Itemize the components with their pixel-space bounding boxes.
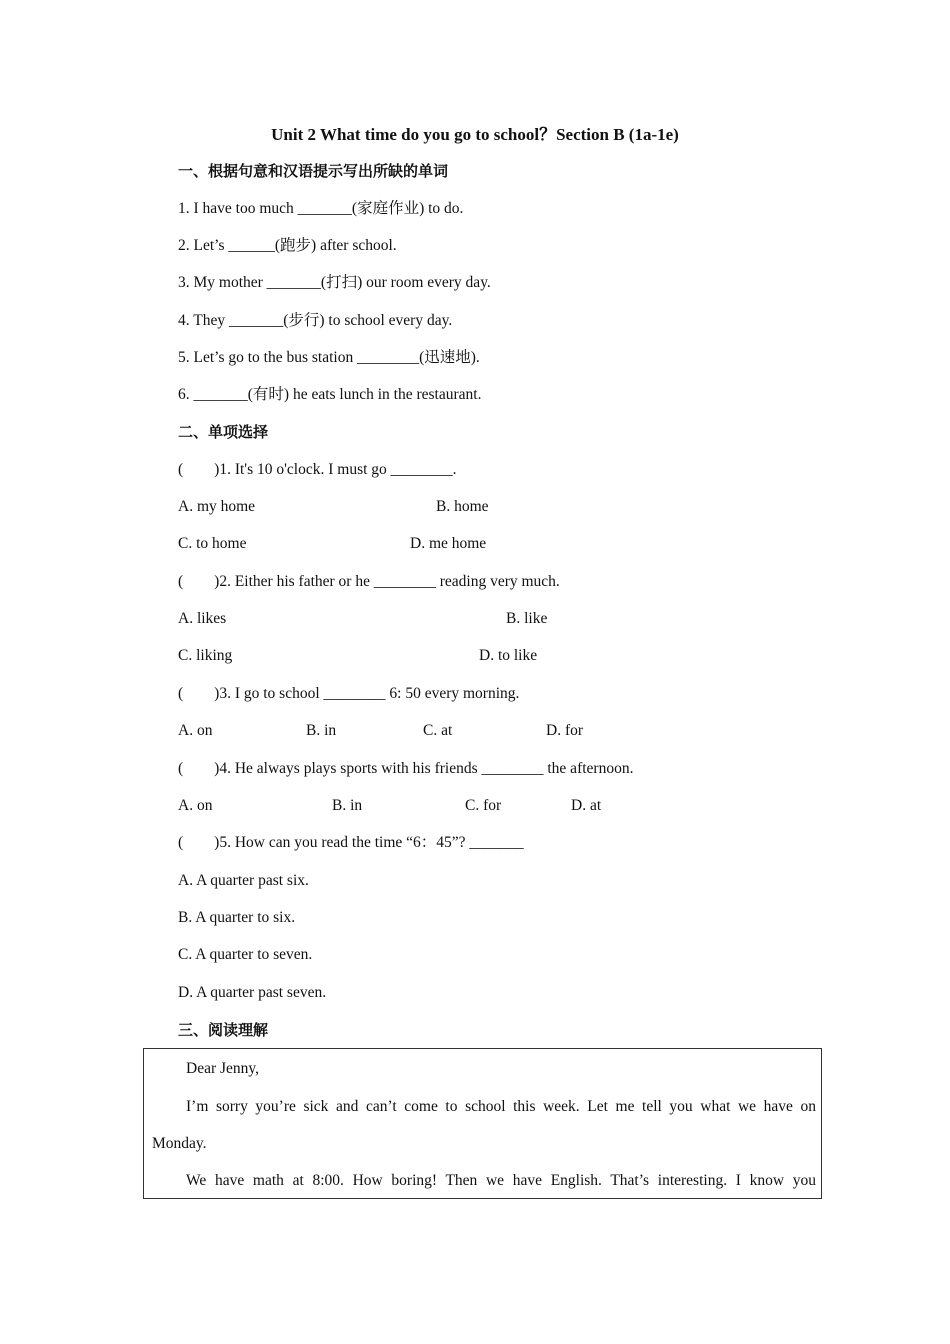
- question-4-option-b: B. in: [332, 797, 363, 814]
- vocab-item-3: 3. My mother _______(打扫) our room every day.: [178, 274, 491, 291]
- letter-greeting: Dear Jenny,: [186, 1060, 260, 1077]
- question-2-option-c: C. liking: [178, 647, 233, 664]
- question-2-option-b: B. like: [506, 610, 548, 627]
- question-1-option-d: D. me home: [410, 535, 487, 552]
- vocab-item-1: 1. I have too much _______(家庭作业) to do.: [178, 200, 464, 217]
- question-1-stem: ( )1. It's 10 o'clock. I must go ________.: [178, 461, 457, 478]
- question-3-option-c: C. at: [423, 722, 453, 739]
- vocab-item-4: 4. They _______(步行) to school every day.: [178, 312, 453, 329]
- vocab-item-6: 6. _______(有时) he eats lunch in the restaurant.: [178, 386, 482, 403]
- question-5-option-a: A. A quarter past six.: [178, 872, 309, 889]
- reading-passage-box: [143, 1048, 822, 1199]
- question-3-stem: ( )3. I go to school ________ 6: 50 every morning.: [178, 685, 520, 702]
- question-2-stem: ( )2. Either his father or he ________ reading very much.: [178, 573, 560, 590]
- question-4-option-a: A. on: [178, 797, 213, 814]
- question-4-stem: ( )4. He always plays sports with his friends ________ the afternoon.: [178, 760, 634, 777]
- section-heading-reading: 三、阅读理解: [178, 1021, 269, 1039]
- question-3-option-d: D. for: [546, 722, 584, 739]
- question-3-option-b: B. in: [306, 722, 337, 739]
- question-4-option-c: C. for: [465, 797, 502, 814]
- question-2-option-d: D. to like: [479, 647, 538, 664]
- question-5-stem: ( )5. How can you read the time “6：45”? _______: [178, 834, 524, 851]
- question-1-option-b: B. home: [436, 498, 489, 515]
- question-2-option-a: A. likes: [178, 610, 227, 627]
- vocab-item-5: 5. Let’s go to the bus station ________(迅速地).: [178, 349, 480, 366]
- section-heading-vocabulary: 一、根据句意和汉语提示写出所缺的单词: [178, 162, 449, 180]
- vocab-item-2: 2. Let’s ______(跑步) after school.: [178, 237, 397, 254]
- section-heading-multiple-choice: 二、单项选择: [178, 423, 269, 441]
- question-3-option-a: A. on: [178, 722, 213, 739]
- question-5-option-c: C. A quarter to seven.: [178, 946, 313, 963]
- question-5-option-d: D. A quarter past seven.: [178, 984, 327, 1001]
- passage-line-1: I’m sorry you’re sick and can’t come to school this week. Let me tell you what we have on: [186, 1098, 816, 1115]
- question-1-option-c: C. to home: [178, 535, 247, 552]
- question-5-option-b: B. A quarter to six.: [178, 909, 296, 926]
- passage-line-2: Monday.: [152, 1135, 207, 1152]
- question-4-option-d: D. at: [571, 797, 602, 814]
- passage-line-3: We have math at 8:00. How boring! Then we have English. That’s interesting. I know you: [186, 1172, 816, 1189]
- question-1-option-a: A. my home: [178, 498, 256, 515]
- page-title: Unit 2 What time do you go to school？Section B (1a-1e): [271, 125, 679, 144]
